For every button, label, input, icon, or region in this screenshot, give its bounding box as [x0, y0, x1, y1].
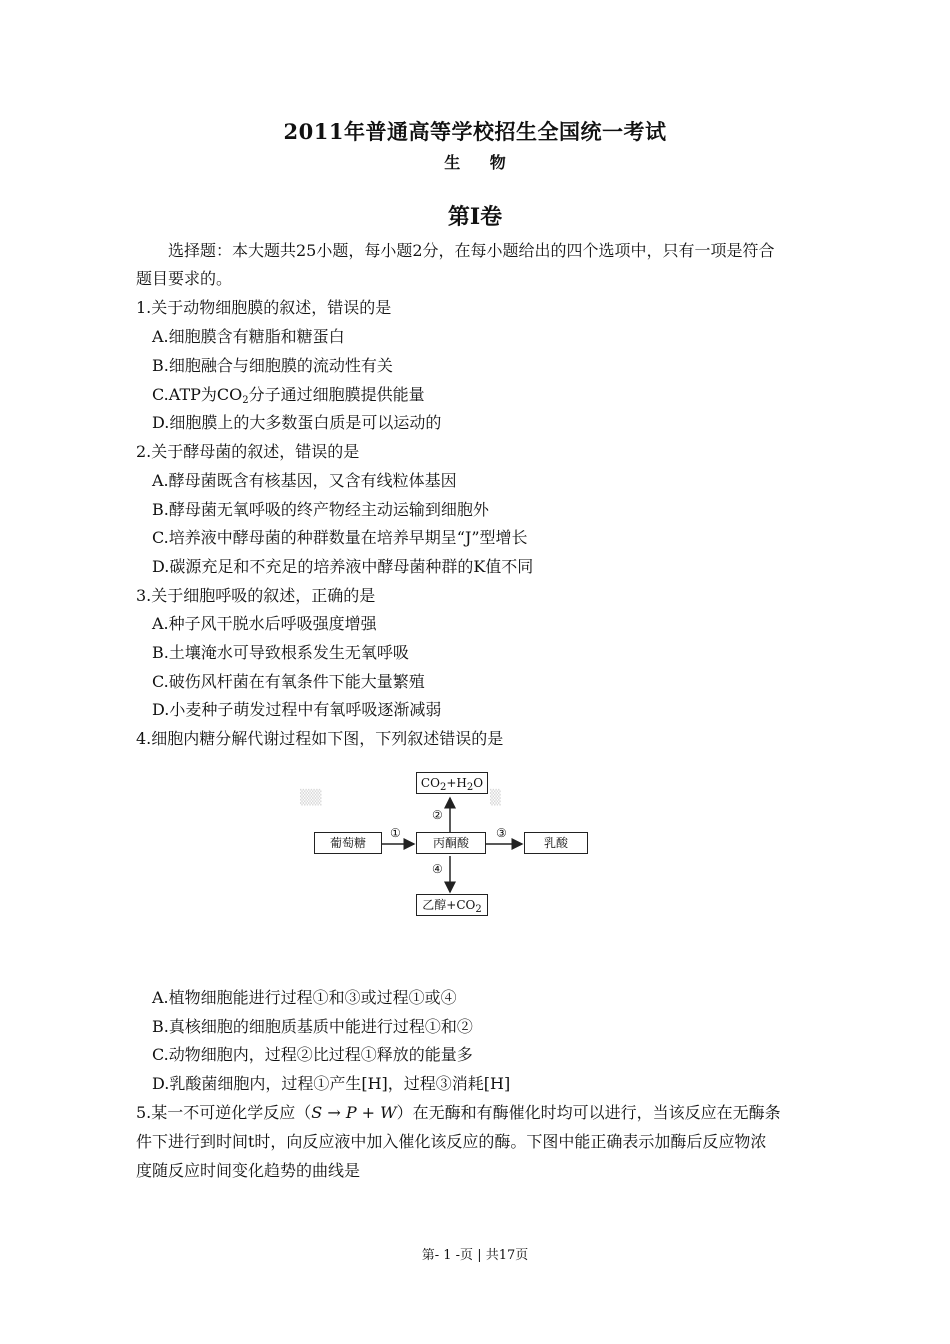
box-co2-h2o — [416, 772, 488, 794]
subject-title: 生 物 — [444, 153, 506, 172]
q5-stem-post: ）在无酶和有酶催化时均可以进行，当该反应在无酶条 — [396, 1103, 781, 1122]
q5-stem-line-2: 件下进行到时间t时，向反应液中加入催化该反应的酶。下图中能正确表示加酶后反应物浓 — [136, 1132, 767, 1151]
q1-option-d: D.细胞膜上的大多数蛋白质是可以运动的 — [152, 413, 442, 432]
q1-option-c-sub: 2 — [242, 395, 249, 406]
box-co2-h2o-sub1: 2 — [439, 782, 447, 793]
scan-artifact-right: ▒ — [490, 790, 501, 806]
q1-option-a: A.细胞膜含有糖脂和糖蛋白 — [152, 327, 345, 346]
q4-option-b: B.真核细胞的细胞质基质中能进行过程①和② — [152, 1017, 473, 1036]
intro-line-1: 选择题：本大题共25小题，每小题2分，在每小题给出的四个选项中，只有一项是符合 — [168, 241, 775, 260]
q5-stem-line-1 — [136, 1100, 781, 1123]
box-ethanol-co2-pre: 乙醇+CO — [422, 898, 476, 912]
label-process-2: ② — [432, 808, 443, 822]
label-process-1: ① — [390, 826, 401, 840]
scan-artifact-left: ▒▒ — [300, 790, 322, 806]
q5-reaction-formula: S → P + W — [311, 1103, 397, 1122]
q4-option-c: C.动物细胞内，过程②比过程①释放的能量多 — [152, 1045, 473, 1064]
exam-title: 2011年普通高等学校招生全国统一考试 — [283, 119, 667, 144]
q2-option-c: C.培养液中酵母菌的种群数量在培养早期呈“J”型增长 — [152, 528, 528, 547]
q2-stem: 2.关于酵母菌的叙述，错误的是 — [136, 442, 360, 461]
box-co2-h2o-post: O — [473, 776, 484, 790]
q3-option-a: A.种子风干脱水后呼吸强度增强 — [152, 614, 377, 633]
q2-option-a: A.酵母菌既含有核基因，又含有线粒体基因 — [152, 471, 457, 490]
q1-stem: 1.关于动物细胞膜的叙述，错误的是 — [136, 298, 392, 317]
q3-option-d: D.小麦种子萌发过程中有氧呼吸逐渐减弱 — [152, 700, 442, 719]
q4-option-a: A.植物细胞能进行过程①和③或过程①或④ — [152, 988, 457, 1007]
box-ethanol-co2-sub: 2 — [475, 904, 482, 915]
q4-option-d: D.乳酸菌细胞内，过程①产生[H]，过程③消耗[H] — [152, 1074, 511, 1093]
q3-option-c: C.破伤风杆菌在有氧条件下能大量繁殖 — [152, 672, 425, 691]
q4-stem: 4.细胞内糖分解代谢过程如下图，下列叙述错误的是 — [136, 729, 504, 748]
label-process-4: ④ — [432, 862, 443, 876]
box-co2-h2o-mid: +H — [446, 776, 467, 790]
intro-line-2: 题目要求的。 — [136, 269, 233, 288]
q2-option-d: D.碳源充足和不充足的培养液中酵母菌种群的K值不同 — [152, 557, 534, 576]
q2-option-b: B.酵母菌无氧呼吸的终产物经主动运输到细胞外 — [152, 500, 489, 519]
q3-option-b: B.土壤淹水可导致根系发生无氧呼吸 — [152, 643, 409, 662]
box-ethanol-co2 — [416, 894, 488, 916]
box-pyruvate: 丙酮酸 — [416, 832, 486, 854]
q3-stem: 3.关于细胞呼吸的叙述，正确的是 — [136, 586, 376, 605]
box-co2-h2o-pre: CO — [420, 776, 440, 790]
box-lactate: 乳酸 — [524, 832, 588, 854]
q5-stem-line-3: 度随反应时间变化趋势的曲线是 — [136, 1161, 361, 1180]
q1-option-c-pre: C.ATP为CO — [152, 385, 243, 404]
glycolysis-diagram — [300, 768, 600, 928]
page-footer: 第- 1 -页 | 共17页 — [421, 1248, 529, 1263]
q1-option-c-post: 分子通过细胞膜提供能量 — [248, 385, 425, 404]
section-title: 第I卷 — [447, 204, 503, 230]
label-process-3: ③ — [496, 826, 507, 840]
box-co2-h2o-sub2: 2 — [466, 782, 474, 793]
box-glucose: 葡萄糖 — [314, 832, 382, 854]
q1-option-b: B.细胞融合与细胞膜的流动性有关 — [152, 356, 393, 375]
q1-option-c — [152, 382, 425, 406]
q5-stem-pre: 5.某一不可逆化学反应（ — [136, 1103, 312, 1122]
